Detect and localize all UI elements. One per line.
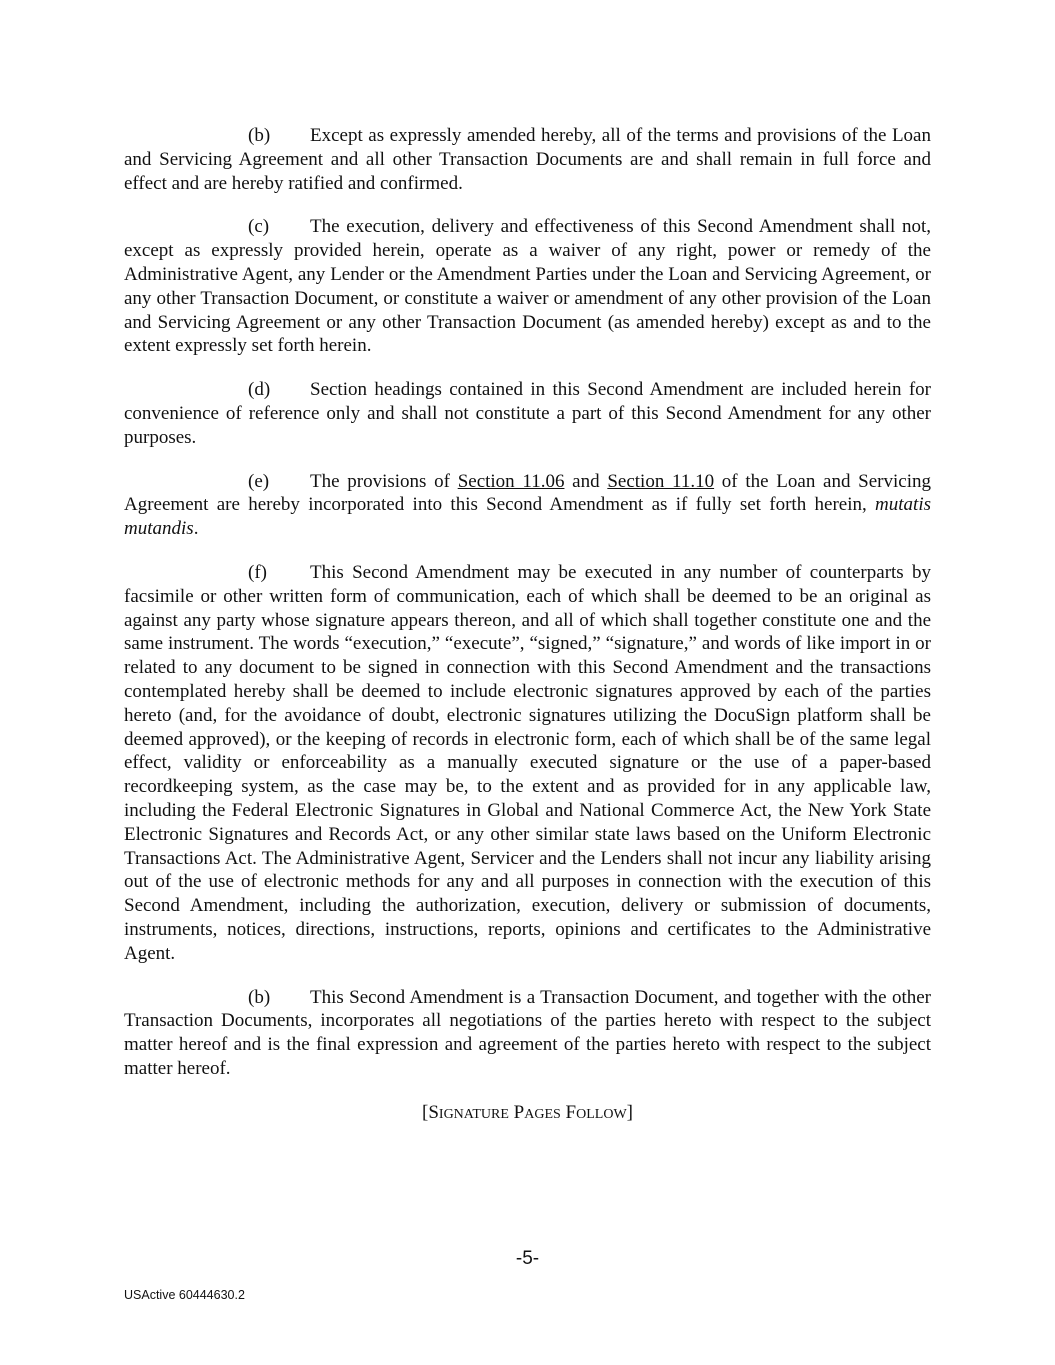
paragraph-b [124, 124, 931, 195]
paragraph-number: (b) [248, 986, 271, 1008]
paragraph-text: . [193, 518, 199, 540]
paragraph-c [124, 215, 931, 358]
italic-term: mutatis mutandis [124, 494, 931, 540]
section-reference-link: Section 11.06 [457, 470, 565, 492]
paragraph-text: This Second Amendment may be executed in any number of counterparts by facsimile or other written form of communication, each of which shall be deemed to be an original as against any party whose signature appears thereon, and all of which shall together constitute one and the same instrument. The words “execution,” “execute”, “signed,” “signature,” and words of like import in or related to any document to be signed in connection with this Second Amendment and the transactions contemplated hereby shall be deemed to include electronic signatures approved by each of the parties hereto (and, for the avoidance of doubt, electronic signatures utilizing the DocuSign platform shall be deemed approved), or the keeping of records in electronic form, each of which shall be of the same legal effect, validity or enforceability as a manually executed signature or the use of a paper-based recordkeeping system, as the case may be, to the extent and as provided for in any applicable law, including the Federal Electronic Signatures in Global and National Commerce Act, the New York State Electronic Signatures and Records Act, or any other similar state laws based on the Uniform Electronic Transactions Act. The Administrative Agent, Servicer and the Lenders shall not incur any liability arising out of the use of electronic methods for any and all purposes in connection with the execution of this Second Amendment, including the authorization, execution, delivery or submission of documents, instruments, notices, directions, instructions, reports, opinions and certificates to the Administrative Agent. [124, 561, 931, 964]
paragraph-text: Except as expressly amended hereby, all of the terms and provisions of the Loan and Servicing Agreement and all other Transaction Documents are and shall remain in full force and effect and are hereby ratified and confirmed. [124, 125, 931, 194]
paragraph-text: The execution, delivery and effectiveness of this Second Amendment shall not, except as expressly provided herein, operate as a waiver of any right, power or remedy of the Administrative Agent, any Lender or the Amendment Parties under the Loan and Servicing Agreement, or any other Transaction Document, or constitute a waiver or amendment of any other provision of the Loan and Servicing Agreement or any other Transaction Document (as amended hereby) except as and to the extent expressly set forth herein. [124, 216, 931, 357]
document-id: USActive 60444630.2 [124, 1288, 245, 1302]
paragraph-f [124, 561, 931, 966]
paragraph-text: and [564, 470, 608, 492]
paragraph-text: The provisions of [310, 470, 458, 492]
paragraph-b-final [124, 986, 931, 1081]
paragraph-text: This Second Amendment is a Transaction Document, and together with the other Transaction Documents, incorporates all negotiations of the parties hereto with respect to the subject matter hereof and is the final expression and agreement of the parties hereto with respect to the subject matter hereof. [124, 986, 931, 1079]
paragraph-number: (e) [248, 470, 270, 492]
section-reference-link: Section 11.10 [607, 470, 715, 492]
paragraph-text: Section headings contained in this Second Amendment are included herein for convenience of reference only and shall not constitute a part of this Second Amendment for any other purposes. [124, 379, 931, 448]
paragraph-number: (c) [248, 216, 270, 238]
paragraph-text: of the Loan and Servicing Agreement are hereby incorporated into this Second Amendment as if fully set forth herein, [124, 470, 931, 516]
paragraph-number: (b) [248, 125, 271, 146]
page-number: -5- [515, 1248, 540, 1269]
document-body [124, 124, 931, 1127]
paragraph-e [124, 470, 931, 541]
signature-pages-follow: [SIGNATURE PAGES FOLLOW] [422, 1101, 633, 1123]
paragraph-number: (f) [248, 561, 267, 583]
paragraph-number: (d) [248, 379, 271, 401]
paragraph-d [124, 378, 931, 449]
